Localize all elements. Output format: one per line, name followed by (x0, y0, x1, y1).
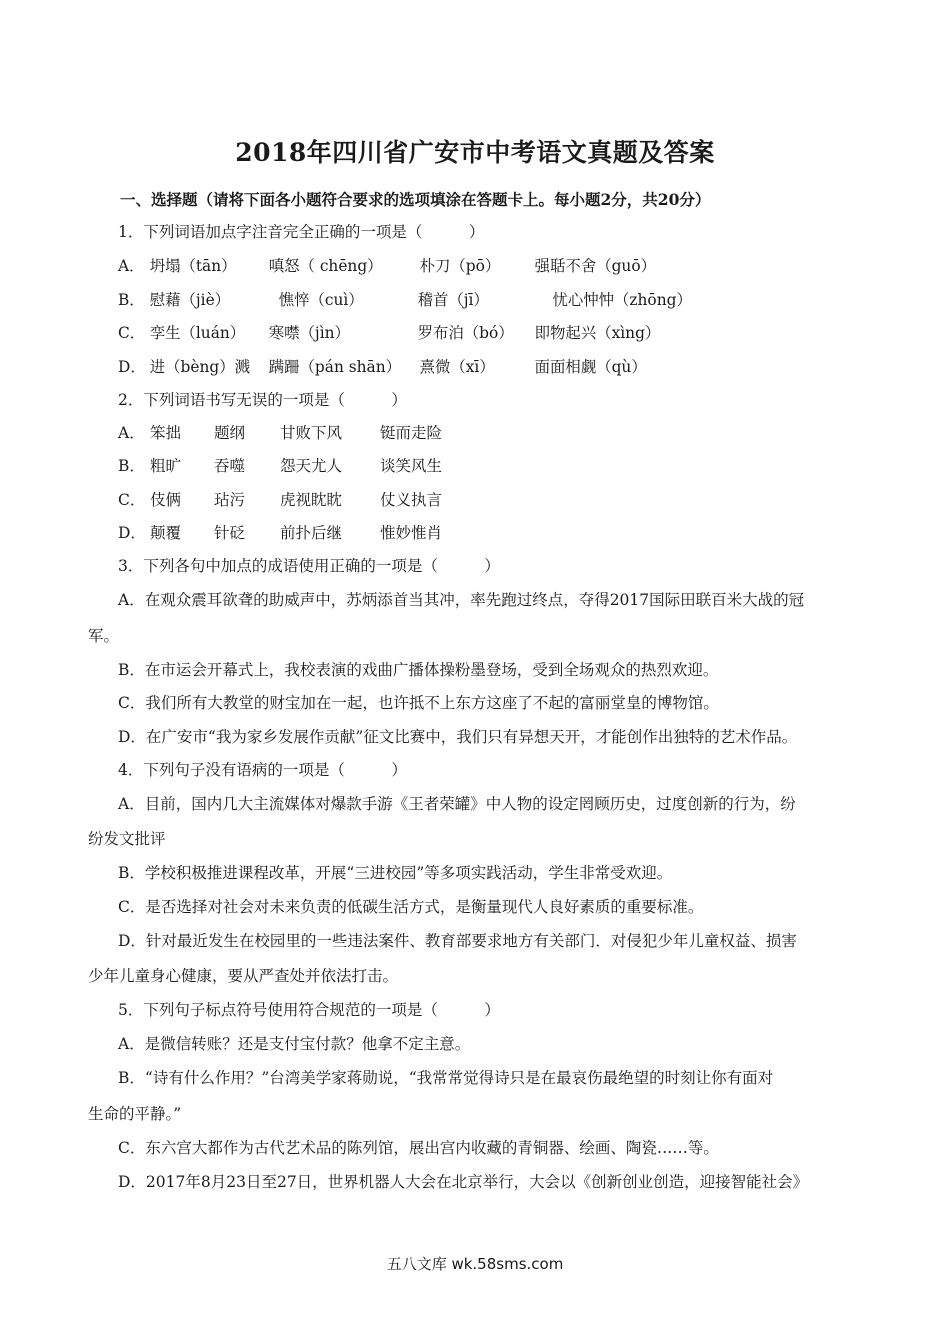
option-word: 铤而走险 (380, 424, 443, 442)
option-word: 憔悴（cuì） (278, 291, 364, 309)
option-word: 怨天尤人 (280, 457, 343, 475)
option-word: 罗布泊（bó） (417, 324, 514, 342)
option-word: 谈笑风生 (380, 457, 443, 475)
q1-option-b (118, 289, 872, 311)
q5-option-c: C．东六宫大都作为古代艺术品的陈列馆，展出宫内收藏的青铜器、绘画、陶瓷……等。 (118, 1139, 719, 1157)
q1-option-d (118, 356, 872, 378)
option-word: 针砭 (214, 524, 246, 542)
option-word: 粗旷 (150, 457, 182, 475)
option-word: 寒噤（jìn） (268, 324, 350, 342)
q5-option-b-cont: 生命的平静。” (88, 1105, 182, 1123)
q2-option-b (118, 455, 618, 477)
q4-option-d-cont: 少年儿童身心健康，要从严查处并依法打击。 (88, 967, 399, 985)
q4-option-d: D．针对最近发生在校园里的一些违法案件、教育部要求地方有关部门．对侵犯少年儿童权益、损害 (118, 932, 797, 950)
option-word: 前扑后继 (280, 524, 343, 542)
option-label: D． (118, 358, 146, 376)
question-4-stem: 4．下列句子没有语病的一项是（ ） (118, 761, 407, 779)
option-label: D． (118, 524, 146, 542)
option-word: 嗔怒（ chēng） (268, 257, 383, 275)
option-label: A． (118, 424, 145, 442)
option-label: B． (118, 291, 145, 309)
q1-option-a (118, 255, 872, 277)
q3-option-c: C．我们所有大教堂的财宝加在一起，也许抵不上东方这座了不起的富丽堂皇的博物馆。 (118, 694, 719, 712)
q5-option-d: D．2017年8月23日至27日，世界机器人大会在北京举行，大会以《创新创业创造，迎接智能社会》 (118, 1173, 809, 1191)
option-word: 伎俩 (150, 491, 182, 509)
q4-option-b: B．学校积极推进课程改革，开展“三进校园”等多项实践活动，学生非常受欢迎。 (118, 864, 673, 882)
option-word: 甘败下风 (280, 424, 343, 442)
option-label: C． (118, 491, 146, 509)
q2-option-a (118, 422, 618, 444)
option-word: 慰藉（jiè） (149, 291, 231, 309)
option-word: 颠覆 (150, 524, 182, 542)
option-word: 惟妙惟肖 (380, 524, 443, 542)
option-word: 稽首（jī） (417, 291, 489, 309)
q3-option-d: D．在广安市“我为家乡发展作贡献”征文比赛中，我们只有异想天开，才能创作出独特的艺术作品。 (118, 728, 798, 746)
question-5-stem: 5．下列句子标点符号使用符合规范的一项是（ ） (118, 1001, 500, 1019)
footer-watermark: 五八文库 wk.58sms.com (386, 1255, 564, 1273)
q5-option-a: A．是微信转账？还是支付宝付款？他拿不定主意。 (118, 1035, 471, 1053)
q3-option-a: A．在观众震耳欲聋的助威声中，苏炳添首当其冲，率先跑过终点，夺得2017国际田联百米大战的冠 (118, 591, 805, 609)
option-label: B． (118, 457, 145, 475)
section-heading: 一、选择题（请将下面各小题符合要求的选项填涂在答题卡上。每小题2分，共20分） (120, 190, 711, 209)
option-word: 熹微（xī） (419, 358, 495, 376)
q2-option-d (118, 522, 618, 544)
question-2-stem: 2．下列词语书写无误的一项是（ ） (118, 391, 407, 409)
q4-option-a-cont: 纷发文批评 (88, 830, 166, 848)
option-word: 笨拙 (150, 424, 182, 442)
option-word: 坍塌（tān） (149, 257, 237, 275)
q1-option-c (118, 322, 872, 344)
option-word: 强聒不舍（guō） (534, 257, 656, 275)
option-word: 面面相觑（qù） (534, 358, 647, 376)
q4-option-a: A．目前，国内几大主流媒体对爆款手游《王者荣罐》中人物的设定罔顾历史，过度创新的行为，纷 (118, 795, 796, 813)
option-label: A． (118, 257, 145, 275)
option-word: 进（bèng）溅 (149, 358, 250, 376)
q3-option-a-cont: 军。 (88, 627, 120, 645)
option-word: 孪生（luán） (149, 324, 246, 342)
option-word: 蹒跚（pán shān） (268, 358, 401, 376)
document-title: 2018年四川省广安市中考语文真题及答案 (235, 138, 715, 167)
option-word: 仗义执言 (380, 491, 443, 509)
option-word: 玷污 (214, 491, 246, 509)
option-word: 题纲 (214, 424, 246, 442)
option-word: 忧心忡忡（zhōng） (552, 291, 692, 309)
option-word: 吞噬 (214, 457, 246, 475)
question-3-stem: 3．下列各句中加点的成语使用正确的一项是（ ） (118, 557, 500, 575)
option-word: 即物起兴（xìng） (534, 324, 661, 342)
option-word: 朴刀（pō） (419, 257, 501, 275)
q4-option-c: C．是否选择对社会对未来负责的低碳生活方式，是衡量现代人良好素质的重要标准。 (118, 898, 704, 916)
q3-option-b: B．在市运会开幕式上，我校表演的戏曲广播体操粉墨登场，受到全场观众的热烈欢迎。 (118, 661, 719, 679)
option-label: C． (118, 324, 146, 342)
option-word: 虎视眈眈 (280, 491, 343, 509)
question-1-stem: 1．下列词语加点字注音完全正确的一项是（ ） (118, 223, 485, 241)
q2-option-c (118, 489, 618, 511)
q5-option-b: B．“诗有什么作用？”台湾美学家蒋勋说，“我常常觉得诗只是在最哀伤最绝望的时刻让你有面对 (118, 1069, 774, 1087)
